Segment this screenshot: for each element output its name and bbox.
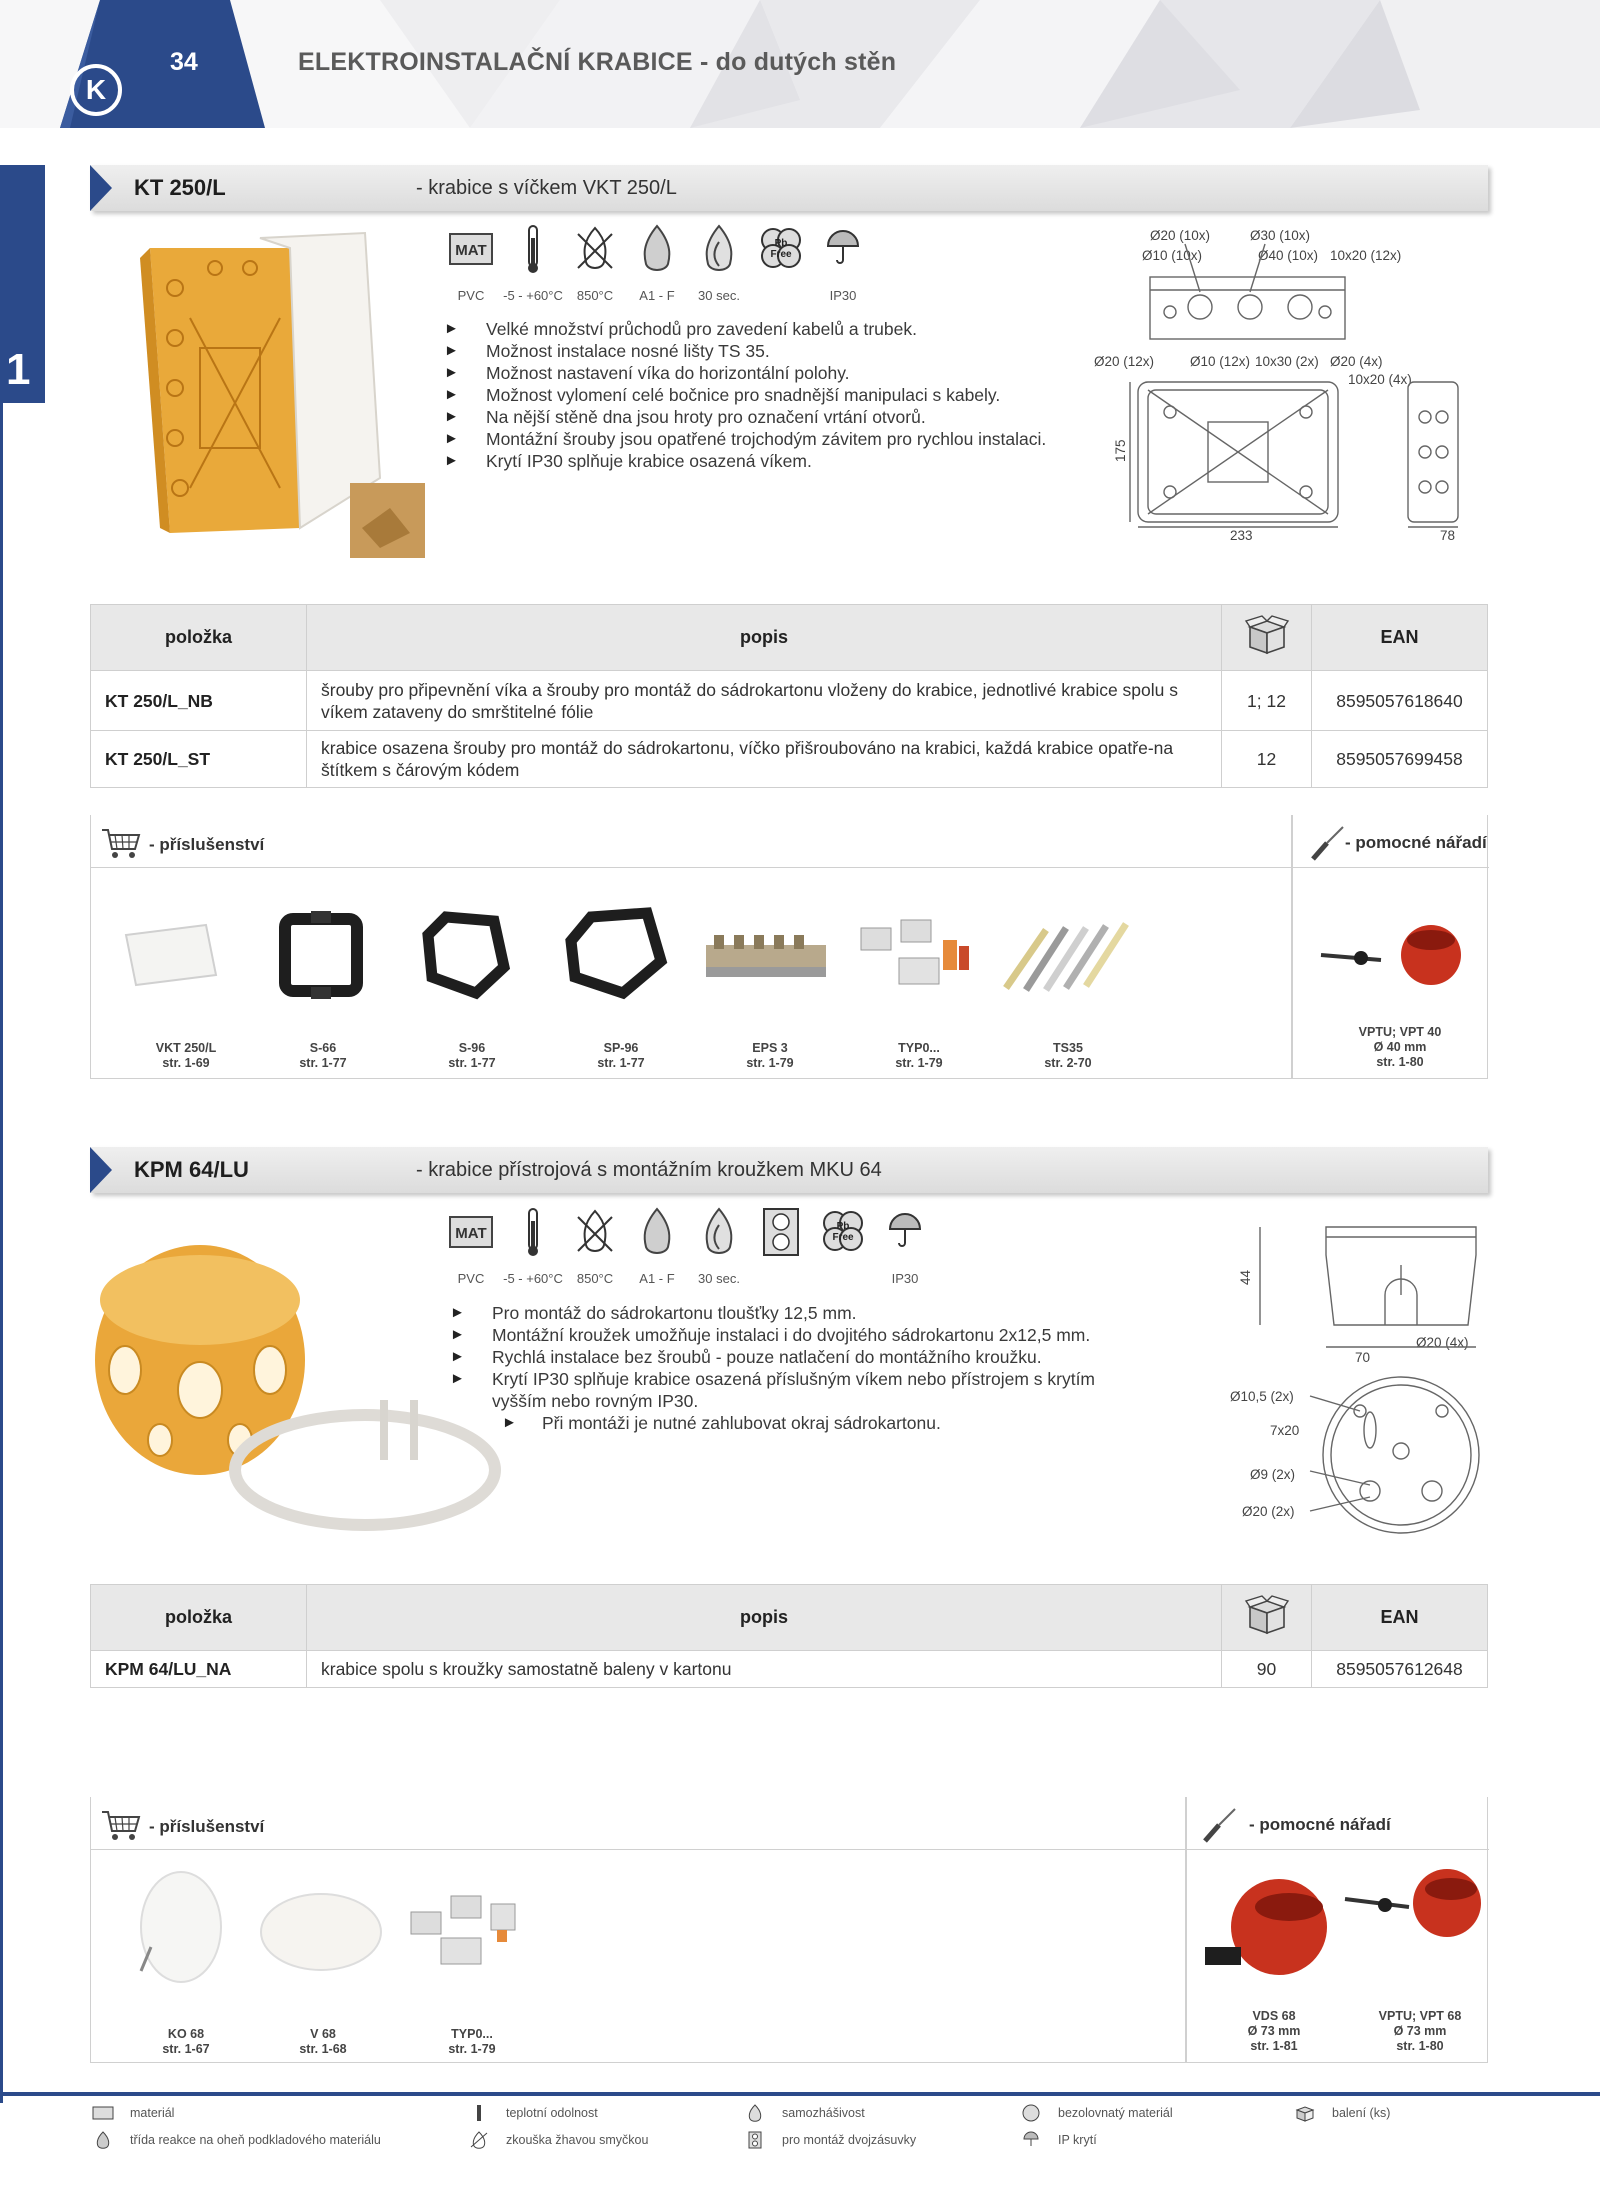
tools-label: - pomocné nářadí [1345, 833, 1487, 852]
col-description: popis [307, 605, 1222, 671]
feature-item: ► Montážní kroužek umožňuje instalaci i do dvojitého sádrokartonu 2x12,5 mm. [450, 1324, 1140, 1346]
feature-item: ► Krytí IP30 splňuje krabice osazená příslušným víkem nebo přístrojem s krytím vyšším nebo rovným IP30. [450, 1368, 1140, 1412]
flame-icon [634, 224, 680, 274]
brand-logo: K [70, 64, 122, 116]
self-extinguish-icon [696, 1207, 742, 1257]
product-description: - krabice s víčkem VKT 250/L [416, 177, 677, 199]
thermometer-icon [468, 2104, 490, 2122]
feature-item: ► Velké množství průchodů pro zavedení kabelů a trubek. [444, 318, 1084, 340]
legend-item: bezolovnatý materiál [1020, 2104, 1173, 2122]
tool-item[interactable]: VDS 68 Ø 73 mm str. 1-81 [1247, 2009, 1301, 2053]
svg-text:Free: Free [832, 1232, 854, 1243]
property-icons: MAT PVC -5 - +60°C 850°C A1 - F 30 sec. Pb Free IP30 [440, 1207, 936, 1286]
svg-text:Ø20 (2x): Ø20 (2x) [1242, 1504, 1295, 1519]
svg-text:Ø10 (10x): Ø10 (10x) [1142, 248, 1203, 263]
accessory-item[interactable]: EPS 3 str. 1-79 [746, 1041, 794, 1070]
legend-item: IP krytí [1020, 2131, 1097, 2149]
col-package [1222, 605, 1312, 671]
accessory-item[interactable]: VKT 250/L str. 1-69 [155, 1041, 217, 1070]
double-socket-icon [744, 2131, 766, 2149]
tool-item[interactable]: VPTU; VPT 68 Ø 73 mm str. 1-80 [1378, 2009, 1462, 2053]
mat-icon [92, 2104, 114, 2122]
accessory-item[interactable]: TYP0... str. 1-79 [895, 1041, 943, 1070]
accessory-image-v68 [251, 1887, 391, 1977]
svg-text:Free: Free [770, 249, 792, 260]
tools-label: - pomocné nářadí [1249, 1815, 1391, 1834]
legend-item: balení (ks) [1294, 2104, 1390, 2122]
legend-item: třída reakce na oheň podkladového materiálu [92, 2131, 381, 2149]
svg-text:10x30 (2x): 10x30 (2x) [1255, 354, 1319, 369]
page-number: 34 [170, 48, 198, 76]
accessory-item[interactable]: KO 68 str. 1-67 [162, 2027, 210, 2056]
legend-item: materiál [92, 2104, 174, 2122]
spec-table-kt250 [90, 604, 1488, 788]
svg-text:Ø20 (12x): Ø20 (12x) [1094, 354, 1155, 369]
feature-item: ► Krytí IP30 splňuje krabice osazená víkem. [444, 450, 1084, 472]
svg-text:Ø10 (12x): Ø10 (12x) [1190, 354, 1251, 369]
svg-text:MAT: MAT [455, 242, 487, 259]
package-icon [1244, 615, 1290, 655]
ip-rating-icon [1020, 2131, 1042, 2149]
package-icon [1294, 2104, 1316, 2122]
table-row: KT 250/L_NB šrouby pro připevnění víka a šrouby pro montáž do sádrokartonu vloženy do krabice, jednotlivé krabice spolu s víkem zataveny do smrštitelné fólie 1; 12 8595057618640 [91, 671, 1488, 731]
feature-list [450, 1302, 1140, 1434]
glow-wire-icon [468, 2131, 490, 2149]
svg-text:70: 70 [1355, 1350, 1371, 1365]
cart-icon [101, 1809, 141, 1841]
col-ean: EAN [1312, 605, 1488, 671]
col-item: položka [91, 1585, 307, 1651]
svg-text:175: 175 [1113, 439, 1128, 462]
feature-item: ► Montážní šrouby jsou opatřené trojchodým závitem pro rychlou instalaci. [444, 428, 1084, 450]
self-extinguish-icon [744, 2104, 766, 2122]
accessory-image-s96 [416, 905, 516, 1005]
accessory-item[interactable]: TS35 str. 2-70 [1044, 1041, 1092, 1070]
svg-text:Ø20 (4x): Ø20 (4x) [1330, 354, 1383, 369]
svg-text:Ø10,5 (2x): Ø10,5 (2x) [1230, 1389, 1294, 1404]
accessory-image-sp96 [561, 903, 671, 1003]
col-ean: EAN [1312, 1585, 1488, 1651]
package-icon [1244, 1595, 1290, 1635]
page-title: ELEKTROINSTALAČNÍ KRABICE - do dutých stěn [298, 48, 897, 76]
pb-free-icon [758, 224, 804, 274]
feature-item: ► Pro montáž do sádrokartonu tloušťky 12,5 mm. [450, 1302, 1140, 1324]
legend-item: teplotní odolnost [468, 2104, 598, 2122]
svg-text:Pb: Pb [774, 238, 788, 249]
feature-item: ► Možnost instalace nosné lišty TS 35. [444, 340, 1084, 362]
feature-item: ► Možnost nastavení víka do horizontální polohy. [444, 362, 1084, 384]
col-package [1222, 1585, 1312, 1651]
flame-icon [634, 1207, 680, 1257]
svg-text:Ø20 (10x): Ø20 (10x) [1150, 228, 1211, 243]
tool-item[interactable]: VPTU; VPT 40 Ø 40 mm str. 1-80 [1358, 1025, 1442, 1069]
glow-wire-icon [572, 224, 618, 274]
accessories-box-kt250 [90, 815, 1488, 1079]
feature-list [444, 318, 1084, 472]
accessory-image-typ0 [851, 910, 981, 1000]
svg-text:Ø40 (10x): Ø40 (10x) [1258, 248, 1319, 263]
legend-item: zkouška žhavou smyčkou [468, 2131, 648, 2149]
glow-wire-icon [572, 1207, 618, 1257]
pb-free-icon [820, 1207, 866, 1257]
footer-line [0, 2092, 1600, 2096]
table-row: KPM 64/LU_NA krabice spolu s kroužky samostatně baleny v kartonu 90 8595057612648 [91, 1651, 1488, 1688]
accessories-box-kpm64 [90, 1797, 1488, 2063]
pb-free-icon [1020, 2104, 1042, 2122]
spec-table-kpm64 [90, 1584, 1488, 1688]
tool-image-vpt68 [1339, 1859, 1489, 1949]
accessory-item[interactable]: TYP0... str. 1-79 [448, 2027, 496, 2056]
flame-icon [92, 2131, 114, 2149]
svg-text:10x20 (12x): 10x20 (12x) [1330, 248, 1402, 263]
technical-drawing-kt250 [1090, 222, 1490, 552]
tool-image-vds68 [1199, 1867, 1349, 1987]
accessory-image-s66 [271, 905, 371, 1005]
mat-icon [448, 1207, 494, 1257]
accessory-item[interactable]: SP-96 str. 1-77 [597, 1041, 645, 1070]
svg-text:78: 78 [1440, 528, 1456, 543]
product-code: KPM 64/LU [134, 1157, 249, 1182]
svg-text:233: 233 [1230, 528, 1253, 543]
svg-text:44: 44 [1238, 1269, 1253, 1285]
col-item: položka [91, 605, 307, 671]
accessory-image-ts35 [996, 910, 1136, 1000]
svg-text:Pb: Pb [836, 1221, 850, 1232]
ip-rating-icon [882, 1207, 928, 1257]
accessory-image-vkt250 [116, 915, 226, 995]
svg-text:Ø9 (2x): Ø9 (2x) [1250, 1467, 1296, 1482]
self-extinguish-icon [696, 224, 742, 274]
col-description: popis [307, 1585, 1222, 1651]
screwdriver-icon [1199, 1805, 1239, 1845]
accessory-item[interactable]: V 68 str. 1-68 [299, 2027, 347, 2056]
technical-drawing-kpm64 [1220, 1215, 1490, 1540]
screwdriver-icon [1307, 823, 1347, 863]
property-icons: MAT PVC -5 - +60°C 850°C A1 - F 30 sec. Pb Free IP30 [440, 224, 874, 303]
feature-sub-item: ► Při montáži je nutné zahlubovat okraj sádrokartonu. [450, 1412, 1140, 1434]
accessory-item[interactable]: S-96 str. 1-77 [448, 1041, 496, 1070]
accessories-label: - příslušenství [149, 835, 265, 854]
product-header-kt250 [90, 165, 1488, 211]
accessory-image-ko68 [121, 1867, 231, 1997]
chapter-line [0, 403, 3, 2103]
legend-item: pro montáž dvojzásuvky [744, 2131, 916, 2149]
svg-text:Ø20 (4x): Ø20 (4x) [1416, 1335, 1469, 1350]
feature-item: ► Rychlá instalace bez šroubů - pouze natlačení do montážního kroužku. [450, 1346, 1140, 1368]
thermometer-icon [510, 1207, 556, 1257]
table-row: KT 250/L_ST krabice osazena šrouby pro montáž do sádrokartonu, víčko přišroubováno na krabici, každá krabice opatře-na štítkem s čárovým kódem 12 8595057699458 [91, 731, 1488, 788]
ip-rating-icon [820, 224, 866, 274]
svg-text:7x20: 7x20 [1270, 1423, 1300, 1438]
product-code: KT 250/L [134, 175, 226, 200]
cart-icon [101, 827, 141, 859]
accessory-image-eps3 [696, 915, 836, 995]
product-photo-kt250 [130, 228, 430, 558]
legend-item: samozhášivost [744, 2104, 865, 2122]
double-socket-icon [758, 1207, 804, 1257]
chapter-tab: 1 [0, 165, 45, 403]
svg-text:Ø30 (10x): Ø30 (10x) [1250, 228, 1311, 243]
thermometer-icon [510, 224, 556, 274]
product-header-kpm64 [90, 1147, 1488, 1193]
tool-image-vpt40 [1311, 910, 1481, 1000]
mat-icon [448, 224, 494, 274]
product-description: - krabice přístrojová s montážním kroužkem MKU 64 [416, 1159, 882, 1181]
svg-text:MAT: MAT [455, 1225, 487, 1242]
feature-item: ► Na nější stěně dna jsou hroty pro označení vrtání otvorů. [444, 406, 1084, 428]
svg-text:10x20 (4x): 10x20 (4x) [1348, 372, 1412, 387]
accessory-item[interactable]: S-66 str. 1-77 [299, 1041, 347, 1070]
feature-item: ► Možnost vylomení celé bočnice pro snadnější manipulaci s kabely. [444, 384, 1084, 406]
accessories-label: - příslušenství [149, 1817, 265, 1836]
accessory-image-typ0 [401, 1882, 531, 1982]
